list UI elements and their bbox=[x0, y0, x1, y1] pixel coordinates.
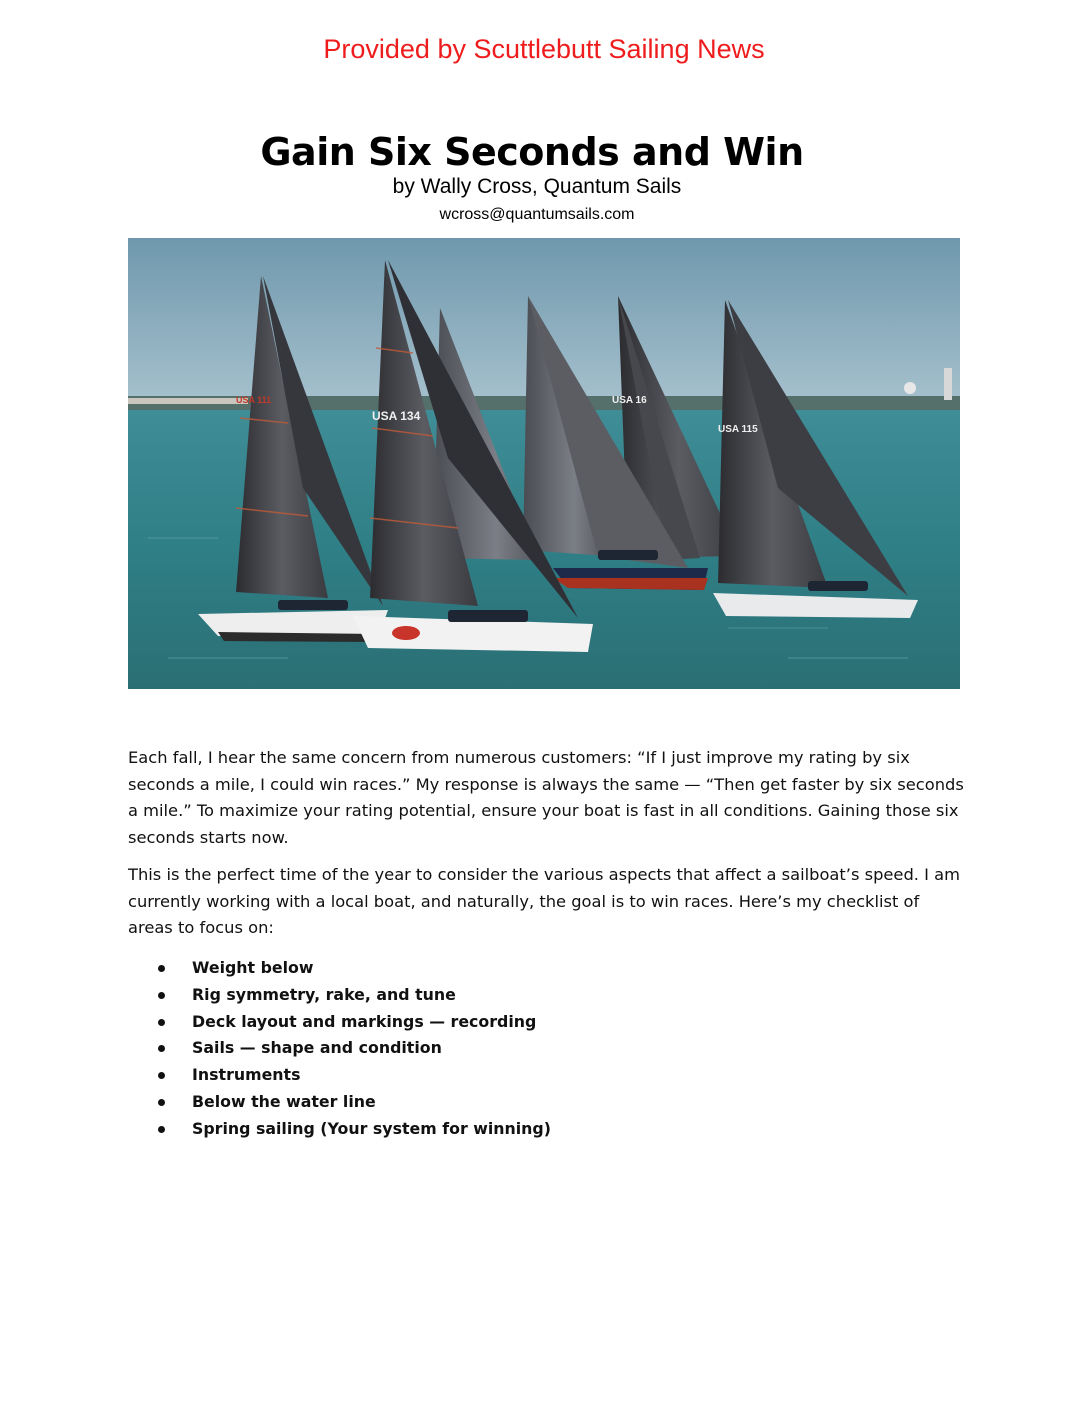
paragraph-checklist-intro bbox=[128, 862, 968, 942]
checklist bbox=[155, 955, 551, 1143]
bullet-icon bbox=[158, 965, 165, 972]
bullet-icon bbox=[158, 1099, 165, 1106]
list-item bbox=[155, 982, 551, 1009]
list-item bbox=[155, 1116, 551, 1143]
article-byline: by Wally Cross, Quantum Sails bbox=[392, 175, 682, 198]
list-item bbox=[155, 1062, 551, 1089]
list-item-label: Weight below bbox=[192, 958, 314, 977]
bullet-icon bbox=[158, 992, 165, 999]
sail-number-16: USA 16 bbox=[612, 395, 647, 406]
list-item-label: Spring sailing (Your system for winning) bbox=[192, 1118, 551, 1138]
paragraph-intro bbox=[128, 745, 968, 851]
paragraph-intro-text: Each fall, I hear the same concern from numerous customers: “If I just improve my rating by six seconds a mile, I could win races.” My response is always the same — “Then get faster by six seconds a mile.” To maximize your rating potential, ensure your boat is fast in all conditions. Gaining those six seconds starts now. bbox=[128, 748, 964, 847]
sail-number-115: USA 115 bbox=[718, 424, 758, 435]
list-item-label: Rig symmetry, rake, and tune bbox=[192, 984, 456, 1004]
author-email[interactable]: wcross@quantumsails.com bbox=[439, 206, 635, 223]
sail-number-111: USA 111 bbox=[236, 395, 272, 405]
list-item bbox=[155, 955, 551, 982]
sailboats-photo bbox=[128, 238, 960, 689]
list-item-label: Below the water line bbox=[192, 1091, 376, 1111]
bullet-icon bbox=[158, 1019, 165, 1026]
article-title: Gain Six Seconds and Win bbox=[260, 130, 804, 174]
list-item bbox=[155, 1089, 551, 1116]
list-item bbox=[155, 1035, 551, 1062]
list-item-label: Deck layout and markings — recording bbox=[192, 1011, 537, 1031]
bullet-icon bbox=[158, 1126, 165, 1133]
list-item-label: Instruments bbox=[192, 1065, 301, 1085]
list-item bbox=[155, 1009, 551, 1036]
paragraph-checklist-intro-text: This is the perfect time of the year to consider the various aspects that affect a sailboat’s speed. I am currently working with a local boat, and naturally, the goal is to win races. Here’s my checklist of areas to focus on: bbox=[128, 865, 960, 937]
list-item-label: Sails — shape and condition bbox=[192, 1038, 442, 1058]
bullet-icon bbox=[158, 1072, 165, 1079]
provided-by-banner: Provided by Scuttlebutt Sailing News bbox=[323, 34, 765, 64]
sail-number-134: USA 134 bbox=[372, 409, 421, 423]
bullet-icon bbox=[158, 1045, 165, 1052]
